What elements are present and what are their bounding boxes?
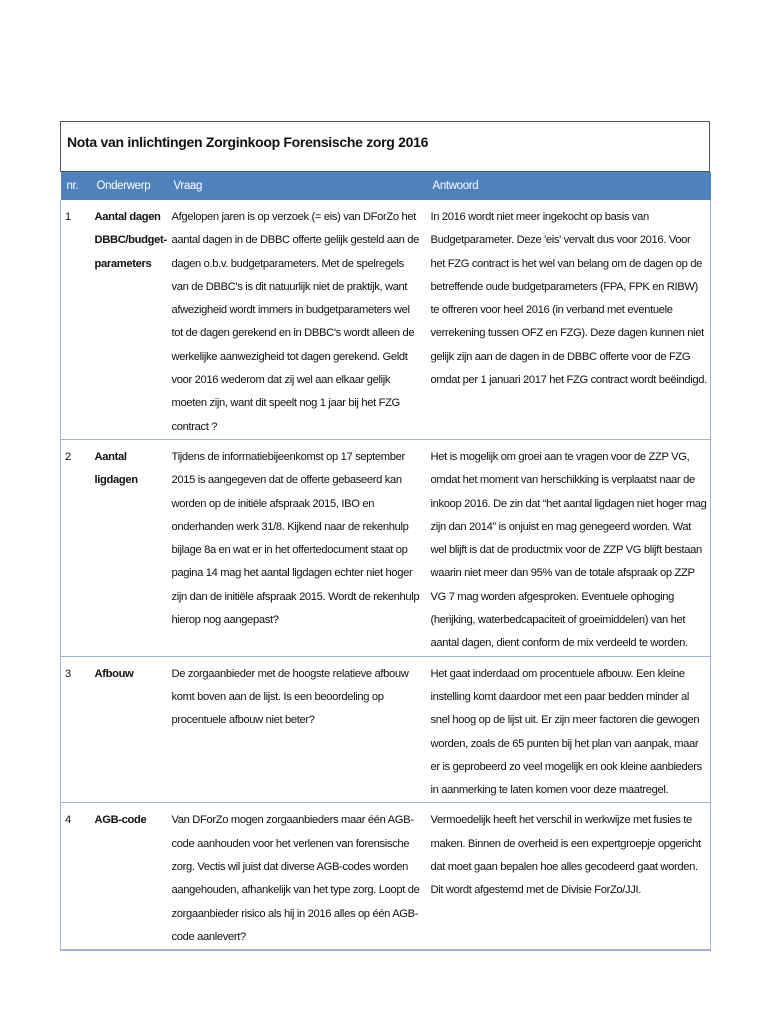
cell-nr: 4 [61, 803, 91, 950]
cell-onderwerp: Afbouw [91, 656, 168, 803]
document-sheet [60, 121, 710, 951]
table-header-row [61, 172, 711, 200]
cell-onderwerp: Aantal ligdagen [91, 439, 168, 656]
table-row [61, 200, 711, 439]
header-vraag: Vraag [168, 172, 427, 200]
header-nr: nr. [61, 172, 91, 200]
qa-table [60, 172, 711, 951]
cell-vraag: Van DForZo mogen zorgaanbieders maar één AGB-code aanhouden voor het verlenen van forensische zorg. Vectis wil juist dat diverse AGB-codes worden aangehouden, afhankelijk van het type zorg. Loopt de zorgaanbieder risico als hij in 2016 alles op één AGB-code aanlevert? [168, 803, 427, 950]
cell-vraag: Tijdens de informatiebijeenkomst op 17 september 2015 is aangegeven dat de offerte gebaseerd kan worden op de initiële afspraak 2015, IBO en onderhanden werk 31/8. Kijkend naar de rekenhulp bijlage 8a en wat er in het offertedocument staat op pagina 14 mag het aantal ligdagen echter niet hoger zijn dan de initiële afspraak 2015. Wordt de rekenhulp hierop nog aangepast? [168, 439, 427, 656]
table-row [61, 656, 711, 803]
cell-nr: 2 [61, 439, 91, 656]
cell-antwoord: Vermoedelijk heeft het verschil in werkwijze met fusies te maken. Binnen de overheid is een expertgroepje opgericht dat moet gaan bepalen hoe alles gecodeerd gaat worden. Dit wordt afgestemd met de Divisie ForZo/JJI. [427, 803, 711, 950]
table-row [61, 803, 711, 950]
cell-vraag: De zorgaanbieder met de hoogste relatieve afbouw komt boven aan de lijst. Is een beoordeling op procentuele afbouw niet beter? [168, 656, 427, 803]
cell-antwoord: In 2016 wordt niet meer ingekocht op basis van Budgetparameter. Deze 'eis' vervalt dus voor 2016. Voor het FZG contract is het wel van belang om de dagen op de betreffende oude budgetparameters (FPA, FPK en RIBW) te offreren voor heel 2016 (in verband met eventuele verrekening tussen OFZ en FZG). Deze dagen kunnen niet gelijk zijn aan de dagen in de DBBC offerte voor de FZG omdat per 1 januari 2017 het FZG contract wordt beëindigd. [427, 200, 711, 439]
cell-antwoord: Het gaat inderdaad om procentuele afbouw. Een kleine instelling komt daardoor met een paar bedden minder al snel hoog op de lijst uit. Er zijn meer factoren die gewogen worden, zoals de 65 punten bij het plan van aanpak, maar er is geprobeerd zo veel mogelijk en ook kleine aanbieders in aanmerking te laten komen voor deze maatregel. [427, 656, 711, 803]
cell-nr: 1 [61, 200, 91, 439]
cell-onderwerp: AGB-code [91, 803, 168, 950]
cell-onderwerp: Aantal dagen DBBC/budget-parameters [91, 200, 168, 439]
header-antwoord: Antwoord [427, 172, 711, 200]
cell-antwoord: Het is mogelijk om groei aan te vragen voor de ZZP VG, omdat het moment van herschikking is verplaatst naar de inkoop 2016. De zin dat “het aantal ligdagen niet hoger mag zijn dan 2014” is onjuist en mag genegeerd worden. Wat wel blijft is dat de productmix voor de ZZP VG blijft bestaan waarin niet meer dan 95% van de totale afspraak op ZZP VG 7 mag worden afgesproken. Eventuele ophoging (herijking, waterbedcapaciteit of groeimiddelen) van het aantal dagen, dient conform de mix verdeeld te worden. [427, 439, 711, 656]
header-onderwerp: Onderwerp [91, 172, 168, 200]
table-row [61, 439, 711, 656]
cell-vraag: Afgelopen jaren is op verzoek (= eis) van DForZo het aantal dagen in de DBBC offerte gelijk gesteld aan de dagen o.b.v. budgetparameters. Met de spelregels van de DBBC's is dit natuurlijk niet de praktijk, want afwezigheid wordt immers in budgetparameters wel tot de dagen gerekend en in DBBC's wordt alleen de werkelijke aanwezigheid tot dagen gerekend. Geldt voor 2016 wederom dat zij wel aan elkaar gelijk moeten zijn, want dit speelt nog 1 jaar bij het FZG contract ? [168, 200, 427, 439]
cell-nr: 3 [61, 656, 91, 803]
document-title: Nota van inlichtingen Zorginkoop Forensische zorg 2016 [60, 121, 710, 172]
